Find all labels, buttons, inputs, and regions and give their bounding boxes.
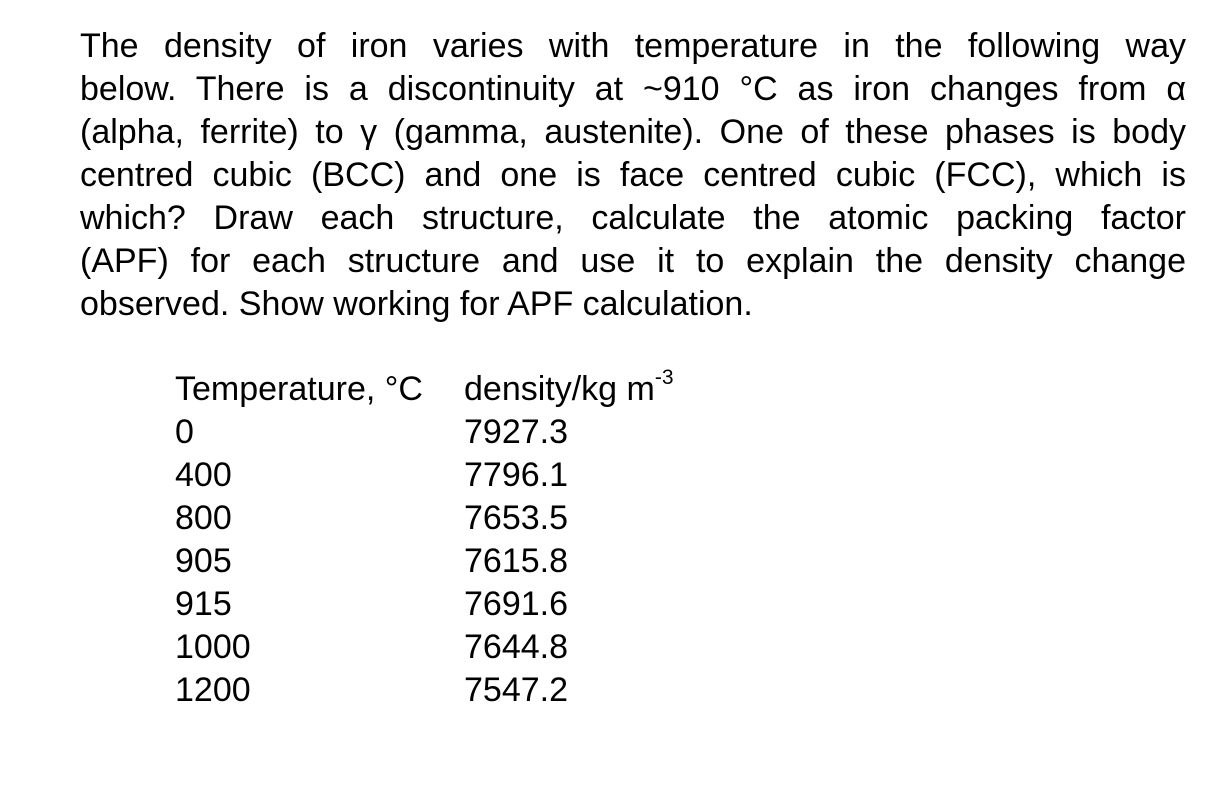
table-row <box>175 540 674 583</box>
temperature-cell: 400 <box>175 456 232 494</box>
question-line: below. There is a discontinuity at ~910 °C as iron changes from α <box>80 70 1186 108</box>
temperature-cell: 915 <box>175 585 232 623</box>
table-row <box>175 669 674 712</box>
question-line: (APF) for each structure and use it to explain the density change <box>80 242 1186 280</box>
density-header-label: density/kg m <box>464 370 655 408</box>
question-line: The density of iron varies with temperature in the following way <box>80 27 1186 65</box>
table-row <box>175 583 674 626</box>
temperature-cell: 1200 <box>175 671 251 709</box>
temperature-column-header: Temperature, °C <box>175 370 423 408</box>
density-column-header <box>464 365 674 411</box>
table-row <box>175 454 674 497</box>
table-header-row <box>175 368 674 411</box>
temperature-cell: 0 <box>175 413 194 451</box>
table-row <box>175 626 674 669</box>
temperature-cell: 1000 <box>175 628 251 666</box>
density-table <box>175 365 674 712</box>
density-cell: 7615.8 <box>464 542 568 580</box>
density-unit-exponent: -3 <box>654 365 674 389</box>
table-row <box>175 411 674 454</box>
question-line: which? Draw each structure, calculate the atomic packing factor <box>80 199 1186 237</box>
temperature-cell: 800 <box>175 499 232 537</box>
question-line: centred cubic (BCC) and one is face centred cubic (FCC), which is <box>80 156 1186 194</box>
question-line: observed. Show working for APF calculation. <box>80 285 753 323</box>
density-cell: 7547.2 <box>464 671 568 709</box>
question-text <box>80 25 1186 326</box>
density-cell: 7644.8 <box>464 628 568 666</box>
density-cell: 7796.1 <box>464 456 568 494</box>
table-row <box>175 497 674 540</box>
question-line: (alpha, ferrite) to γ (gamma, austenite). One of these phases is body <box>80 113 1186 151</box>
density-cell: 7927.3 <box>464 413 568 451</box>
density-cell: 7691.6 <box>464 585 568 623</box>
density-cell: 7653.5 <box>464 499 568 537</box>
temperature-cell: 905 <box>175 542 232 580</box>
